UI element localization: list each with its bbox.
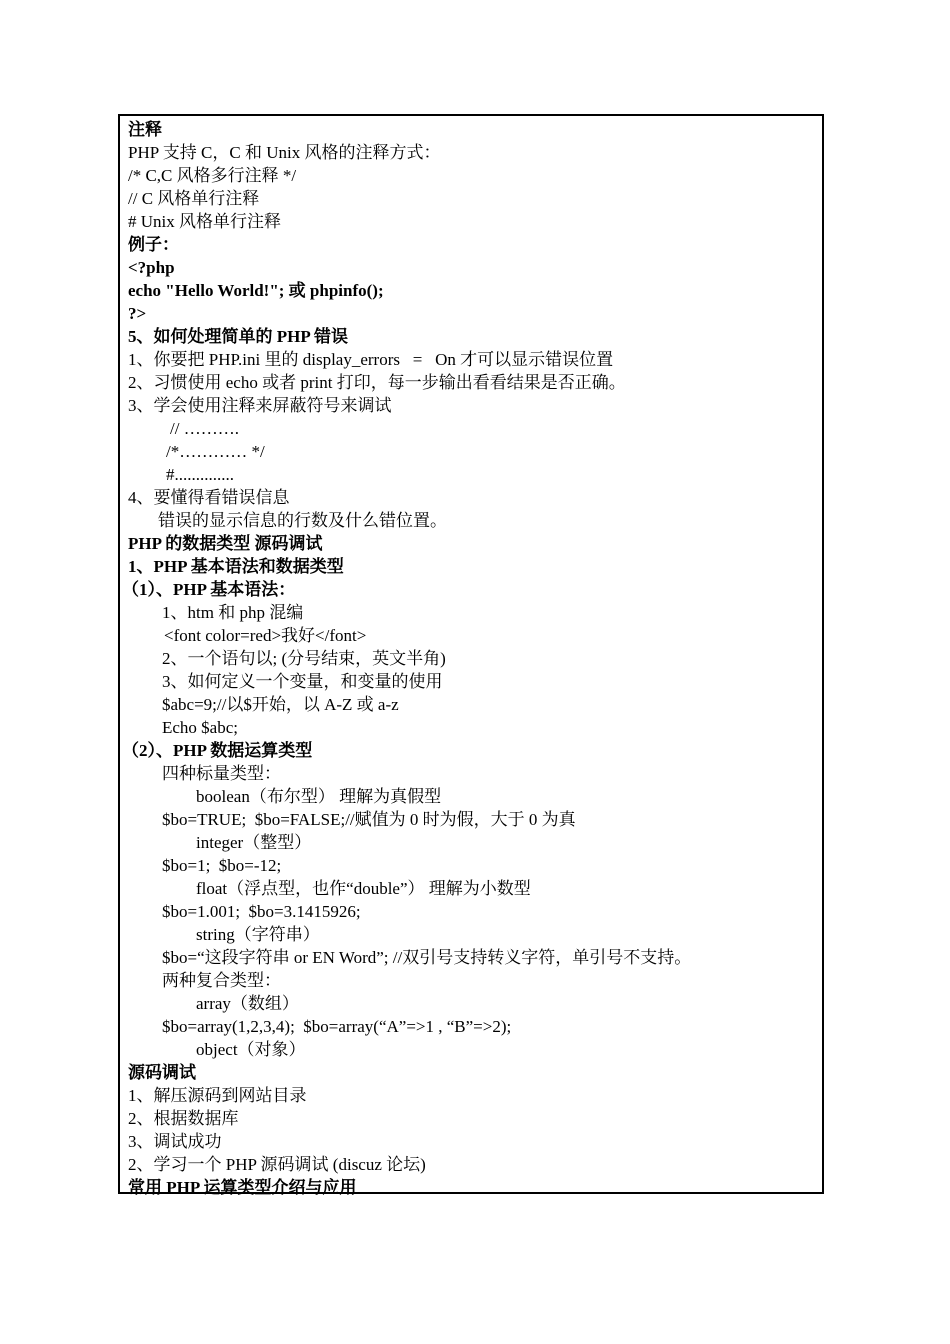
code-line: // ………. — [170, 419, 239, 438]
text-line: 2、根据数据库 — [128, 1109, 239, 1128]
text-line: object（对象） — [196, 1040, 306, 1059]
text-line: // C 风格单行注释 — [128, 189, 260, 208]
text-line: 4、要懂得看错误信息 — [128, 488, 290, 507]
text-line: array（数组） — [196, 994, 299, 1013]
code-line: <?php — [128, 258, 175, 277]
text-line: 2、习惯使用 echo 或者 print 打印，每一步输出看看结果是否正确。 — [128, 373, 626, 392]
code-line: $bo=array(1,2,3,4); $bo=array(“A”=>1 , “B”=>2); — [162, 1017, 512, 1036]
code-line: $bo=“这段字符串 or EN Word”; //双引号支持转义字符，单引号不支持。 — [162, 948, 692, 967]
heading-subsection: （1）、PHP 基本语法： — [122, 580, 296, 599]
heading-operation-types: 常用 PHP 运算类型介绍与应用 — [128, 1178, 357, 1197]
text-line: 两种复合类型： — [162, 971, 281, 990]
heading-data-types: PHP 的数据类型 源码调试 — [128, 534, 323, 553]
text-line: integer（整型） — [196, 833, 312, 852]
code-line: $bo=1.001; $bo=3.1415926; — [162, 902, 361, 921]
code-line: $bo=TRUE; $bo=FALSE;//赋值为 0 时为假，大于 0 为真 — [162, 810, 576, 829]
text-line: 2、一个语句以; (分号结束，英文半角) — [162, 649, 446, 668]
text-line: 3、调试成功 — [128, 1132, 222, 1151]
text-line: 3、学会使用注释来屏蔽符号来调试 — [128, 396, 392, 415]
heading-example: 例子： — [128, 235, 179, 254]
heading-source-debug: 源码调试 — [128, 1063, 196, 1082]
text-line: float（浮点型，也作“double”） 理解为小数型 — [196, 879, 531, 898]
heading-comments: 注释 — [128, 120, 162, 139]
heading-basic-syntax: 1、PHP 基本语法和数据类型 — [128, 557, 344, 576]
text-line: /* C,C 风格多行注释 */ — [128, 166, 297, 185]
code-line: Echo $abc; — [162, 718, 238, 737]
text-line: 3、如何定义一个变量，和变量的使用 — [162, 672, 443, 691]
text-line: 2、学习一个 PHP 源码调试 (discuz 论坛) — [128, 1155, 426, 1174]
text-line: # Unix 风格单行注释 — [128, 212, 281, 231]
code-line: <font color=red>我好</font> — [164, 626, 367, 645]
text-line: string（字符串） — [196, 925, 320, 944]
heading-subsection: （2）、PHP 数据运算类型 — [122, 741, 313, 760]
text-line: 1、解压源码到网站目录 — [128, 1086, 307, 1105]
heading-php-errors: 5、如何处理简单的 PHP 错误 — [128, 327, 349, 346]
text-line: 1、htm 和 php 混编 — [162, 603, 304, 622]
code-line: echo "Hello World!"; 或 phpinfo(); — [128, 281, 384, 300]
text-line: 1、你要把 PHP.ini 里的 display_errors = On 才可以显示错误位置 — [128, 350, 614, 369]
code-line: ?> — [128, 304, 147, 323]
code-line: $bo=1; $bo=-12; — [162, 856, 282, 875]
document-frame — [118, 114, 824, 1197]
text-line: boolean（布尔型） 理解为真假型 — [196, 787, 442, 806]
code-line: #.............. — [166, 465, 234, 484]
code-line: /*………… */ — [166, 442, 265, 461]
text-line: 错误的显示信息的行数及什么错位置。 — [158, 511, 447, 530]
text-line: PHP 支持 C，C 和 Unix 风格的注释方式： — [128, 143, 441, 162]
text-line: 四种标量类型： — [162, 764, 281, 783]
code-line: $abc=9;//以$开始，以 A-Z 或 a-z — [162, 695, 399, 714]
